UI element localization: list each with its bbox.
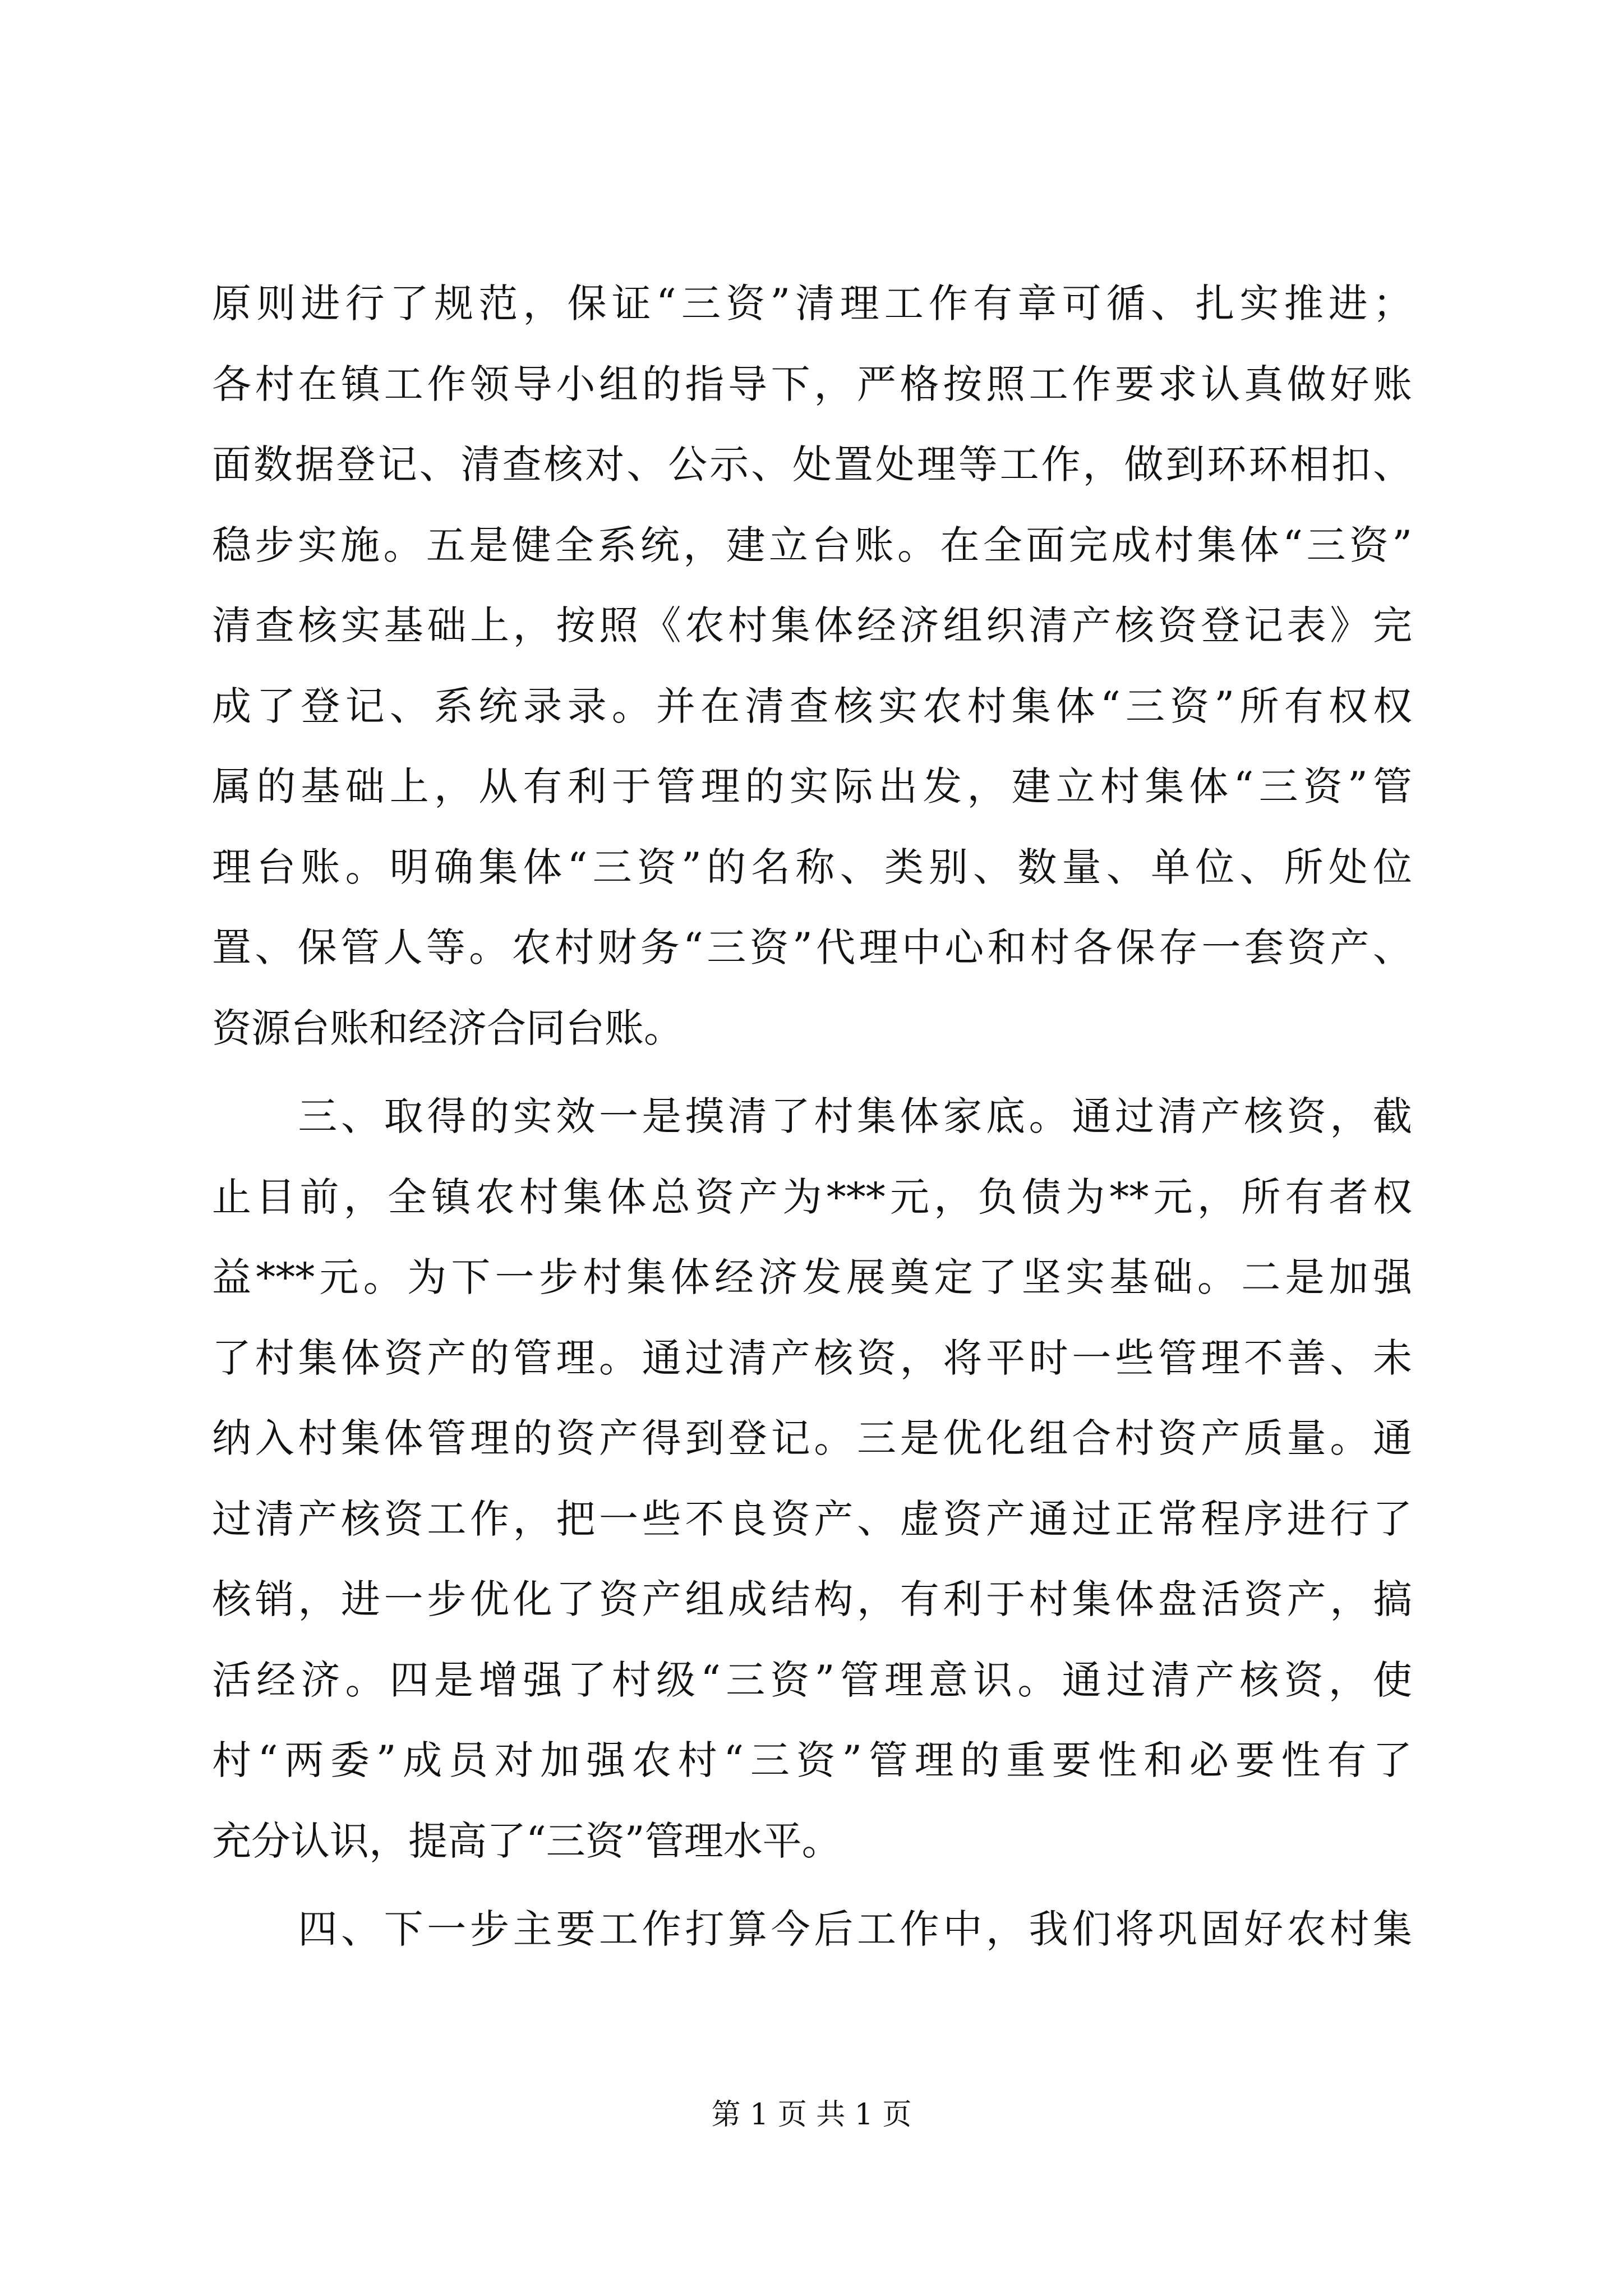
text-line: 止目前，全镇农村集体总资产为***元，负债为**元，所有者权 [212, 1174, 1412, 1220]
text-line: 清查核实基础上，按照《农村集体经济组织清产核资登记表》完 [212, 602, 1412, 648]
text-line: 资源台账和经济合同台账。 [212, 1005, 683, 1051]
paragraph-gap [212, 1881, 1412, 1889]
text-line: 了村集体资产的管理。通过清产核资，将平时一些管理不善、未 [212, 1335, 1412, 1381]
text-line: 过清产核资工作，把一些不良资产、虚资产通过正常程序进行了 [212, 1496, 1412, 1542]
text-line: 各村在镇工作领导小组的指导下，严格按照工作要求认真做好账 [212, 361, 1412, 407]
text-line: 益***元。为下一步村集体经济发展奠定了坚实基础。二是加强 [212, 1254, 1412, 1300]
text-line: 稳步实施。五是健全系统，建立台账。在全面完成村集体“三资” [212, 522, 1412, 568]
text-line: 属的基础上，从有利于管理的实际出发，建立村集体“三资”管 [212, 763, 1412, 809]
text-line: 三、取得的实效一是摸清了村集体家底。通过清产核资，截 [212, 1093, 1412, 1139]
text-line: 理台账。明确集体“三资”的名称、类别、数量、单位、所处位 [212, 844, 1412, 890]
text-line: 充分认识，提高了“三资”管理水平。 [212, 1818, 841, 1864]
paragraph-gap [212, 1069, 1412, 1076]
body-text [212, 264, 1412, 1970]
text-line: 纳入村集体管理的资产得到登记。三是优化组合村资产质量。通 [212, 1415, 1412, 1461]
text-line: 村“两委”成员对加强农村“三资”管理的重要性和必要性有了 [212, 1737, 1412, 1783]
text-line: 原则进行了规范，保证“三资”清理工作有章可循、扎实推进； [212, 280, 1412, 326]
text-line: 活经济。四是增强了村级“三资”管理意识。通过清产核资，使 [212, 1657, 1412, 1703]
text-line: 核销，进一步优化了资产组成结构，有利于村集体盘活资产，搞 [212, 1576, 1412, 1622]
text-line: 成了登记、系统录录。并在清查核实农村集体“三资”所有权权 [212, 683, 1412, 729]
text-line: 面数据登记、清查核对、公示、处置处理等工作，做到环环相扣、 [212, 441, 1412, 487]
text-line: 四、下一步主要工作打算今后工作中，我们将巩固好农村集 [212, 1906, 1412, 1952]
page-footer: 第 1 页 共 1 页 [711, 2098, 912, 2132]
text-line: 置、保管人等。农村财务“三资”代理中心和村各保存一套资产、 [212, 924, 1412, 970]
